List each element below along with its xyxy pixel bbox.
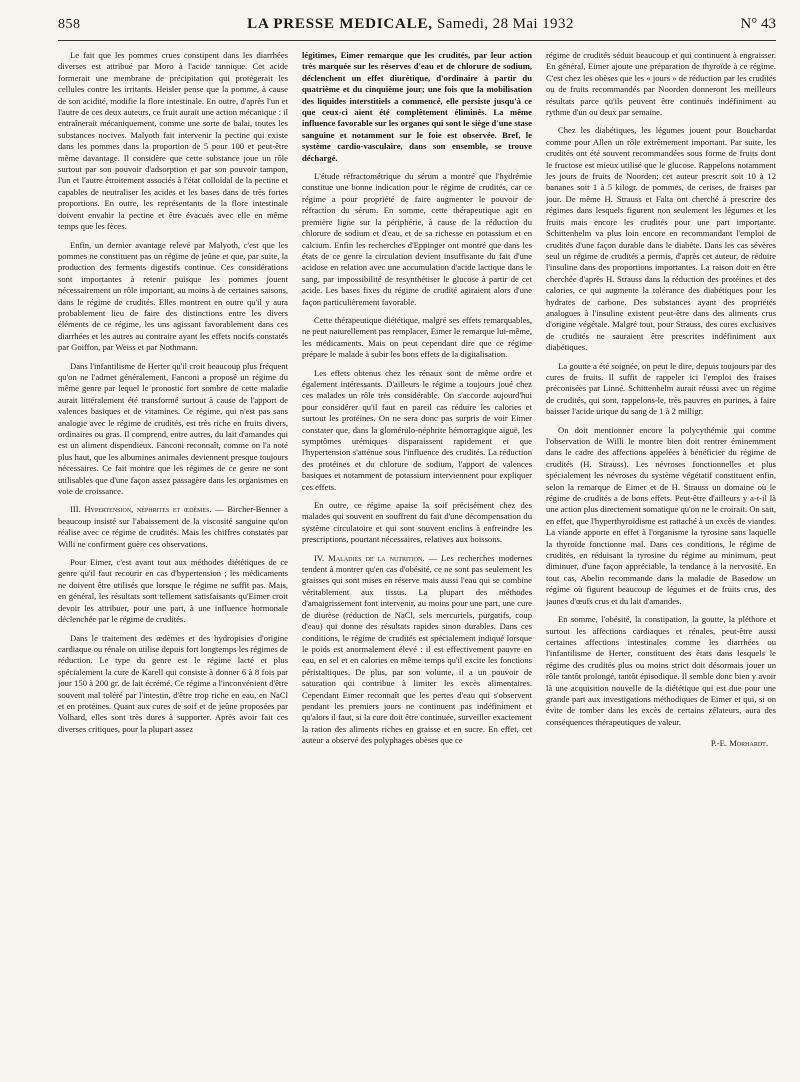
section-heading: IV. Maladies de la nutrition. bbox=[314, 552, 425, 563]
page-header bbox=[58, 16, 776, 38]
issue-date: Samedi, 28 Mai 1932 bbox=[436, 16, 574, 32]
paragraph: Les effets obtenus chez les rénaux sont de même ordre et également intéressants. D'ailleurs le régime a toujours joué chez ces malades un rôle très considérable. On s'accorde aujourd'hui pour considérer qu'il faut en pareil cas réduire les calories et surtout les protéines. On ne sera donc pas surpris de voir Eimer constater que, dans la glomérulo-néphrite hémorragique aiguë, les symptômes urémiques disparaissent rapidement et que l'hypertension s'atténue sous l'influence des crudités. La réduction des protéines et du chlorure de sodium, l'apport de valences basiques et notamment de potassium interviennent pour expliquer ces effets. bbox=[302, 367, 532, 492]
paragraph: Enfin, un dernier avantage relevé par Malyoth, c'est que les pommes ne constituent pas un régime de jeûne et que, par suite, la production des ferments digestifs continue. Ces considérations sont importantes à retenir puisque les pommes jouent nécessairement un rôle important, au moins à de certaines saisons, dans le régime de crudités. Elles montrent en outre qu'il y aura probablement lieu de faire des distinctions entre les divers éléments de ce régime, les uns agissant favorablement dans ces diarrhées et les autres au contraire ayant les effets nocifs constatés par Goiffon, par Weiss et par Nothmann. bbox=[58, 239, 288, 353]
section-paragraph bbox=[58, 504, 288, 550]
issue-number: N° 43 bbox=[740, 16, 776, 32]
paragraph: Dans le traitement des œdèmes et des hydropisies d'origine cardiaque ou rénale on utilise depuis fort longtemps les régimes de réduction. Le type du genre est le régime lacté et plus spécialement la cure de Karell qui consiste à donner 6 à 8 fois par jour 150 à 200 gr. de lait écrémé. Ce régime a l'inconvénient d'être souvent mal toléré par l'intestin, d'être trop riche en eau, en NaCl et en protéines. Quant aux cures de soif et de jeûne proposées par Volhard, elles sont très dures à supporter. Après avoir fait ces diverses critiques, pour la plupart assez bbox=[58, 632, 288, 734]
paragraph: régime de crudités séduit beaucoup et qui continuent à engraisser. En général, Eimer ajoute une préparation de thyroïde à ce régime. C'est chez les obèses que les « jours » de réduction par les crudités ou de fruits recommandés par Noorden donneront les meilleurs résultats parce qu'ils peuvent être continués indéfiniment au rythme d'un ou deux par semaine. bbox=[546, 50, 776, 118]
paragraph: Chez les diabétiques, les légumes jouent pour Bouchardat comme pour Allen un rôle extrêmement important. Par suite, les crudités ont été souvent recommandées sous forme de fruits dont le fructose est mieux utilisé que le glucose. Rappelons notamment les jours de fruits de Noorden; cet auteur prescrit soit 10 à 12 bananes soit 1 à 5 kilogr. de pommes, de cerises, de fraises par jour. De même H. Strauss et Falta ont cherché à prescrire des régimes dans lesquels figurent non seulement les légumes et les fruits mais encore les crudités pour une part importante. Schittenhelm va plus loin encore en recommandant l'emploi de crudités d'une façon durable dans le diabète. Dans les cas sévères seul un régime de crudités a permis, d'après cet auteur, de réduire l'insuline dans des proportions importantes. La raison doit en être cherchée d'après H. Strauss dans la réduction des protéines et des calories, ce qui augmente la tolérance des diabétiques pour les hydrates de carbone. Des substances ayant des propriétés analogues à l'insuline existent peut-être dans des aliments crus d'origine végétale. Malgré tout, pour Strauss, des cures exclusives de crudités ne sauraient être prescrites indéfiniment aux diabétiques. bbox=[546, 125, 776, 353]
column-3 bbox=[546, 50, 776, 1070]
paragraph: On doit mentionner encore la polycythémie qui comme l'observation de Willi le montre bien doit rentrer éminemment dans le cadre des affections appelées à bénéficier du régime de crudités (H. Strauss). Les névroses fonctionnelles et plus spécialement les névroses du système végétatif constituent enfin, selon la remarque de Eimer et de H. Strauss un domaine où le régime de crudités a de bons effets. Peut-être d'ailleurs y a-t-il là une action plus directement somatique qu'on ne le croirait. On sait, en effet, que l'hyperthyroïdisme est rattaché à un excès de viandes. La viande apporte en effet à l'organisme la tyrosine sans laquelle la thyroïde fonctionne mal. Dans ces conditions, le régime de crudités, en réduisant la tyrosine du régime au minimum, peut diminuer, d'une façon appréciable, la tendance à la nervosité. En tout cas, Abelin recommande dans la maladie de Basedow un régime où figurent beaucoup de légumes et de fruits crus, des jaunes d'œufs crus et du lait d'amandes. bbox=[546, 424, 776, 606]
paragraph: L'étude réfractométrique du sérum a montré que l'hydrémie constitue une bonne indication pour le régime de crudités, car ce régime a pour propriété de faire augmenter le pouvoir de réfraction du sérum. En somme, cette thérapeutique agit en première ligne sur la périphérie, à cause de la réduction du chlorure de sodium et d'eau, et de sa richesse en potassium et en calcium. Enfin les recherches d'Eppinger ont montré que dans les états de ce genre la circulation devient insuffisante du fait d'une acidose en relation avec une accumulation d'acide lactique dans le sang, par impossibilité de resynthétiser le glucose à partir de cet acide. Les bases fixes du régime de crudité agiraient alors d'une façon particulièrement favorable. bbox=[302, 171, 532, 307]
paragraph: Le fait que les pommes crues constipent dans les diarrhées diverses est attribué par Moro à l'acide tannique. Cet acide formerait une membrane de précipitation qui protégerait les cellules contre les irritants. Heisler pense que la pomme, à cause de son acidité, modifie la flore intestinale. En outre, d'après l'un et l'autre de ces deux auteurs, ce fruit aurait une action mécanique : il entraînerait mécaniquement, comme une sorte de balai, toutes les substances nocives. Malyoth fait intervenir la pectine qui existe dans les pommes dans la proportion de 5 pour 100 et peut-être même davantage. Il considère que cette substance joue un rôle surtout par son pouvoir d'adsorption et par son pouvoir tampon, l'un et l'autre étroitement associés à l'état colloïdal de la pectine et capables de neutraliser les acides et les bases dans de très fortes proportions. En outre, les représentants de la flore intestinale doivent envahir la pectine et être évacués avec elle en même temps que les fèces. bbox=[58, 50, 288, 232]
page-number: 858 bbox=[58, 17, 81, 32]
paragraph: Dans l'infantilisme de Herter qu'il croit beaucoup plus fréquent qu'on ne l'admet généralement, Fanconi a proposé un régime du même genre par lequel le pronostic fort sombre de cette maladie aurait littéralement été transformé surtout à cause de l'apport de valences basiques et de vitamines. Ce régime, qui n'est pas sans analogie avec le régime de crudités, est très riche en fruits divers, ordinaires ou gras. Il comprend, entre autres, du lait d'amandes qui est un aliment dispendieux. Fanconi reconnaît, comme on l'a noté plus haut, que les albumines animales deviennent presque toujours nécessaires. Ce fait montre que les régimes de ce genre ne sont utilisables que d'une façon assez passagère dans les organismes en voie de croissance. bbox=[58, 360, 288, 497]
paragraph: Pour Eimer, c'est avant tout aux méthodes diététiques de ce genre qu'il faut recourir en cas d'hypertension ; les médicaments ne doivent être utilisés que lorsque le régime ne suffit pas. Mais, en général, les résultats sont tellement satisfaisants qu'Eimer croit devoir les attribuer, pour une part, à une influence hormonale déclenchée par le régime de crudités. bbox=[58, 557, 288, 625]
header-rule bbox=[58, 40, 776, 41]
paragraph: En outre, ce régime apaise la soif précisément chez des malades qui souvent en souffrent du fait d'une décompensation du système circulatoire et qui sont souvent enclins à enfreindre les prescriptions, pourtant nécessaires, relatives aux boissons. bbox=[302, 500, 532, 545]
paragraph: Cette thérapeutique diététique, malgré ses effets remarquables, ne peut naturellement pas remplacer, Eimer le remarque lui-même, les médicaments. Mais on peut cependant dire que ce régime prépare le malade à subir les bons effets de la digitalisation. bbox=[302, 314, 532, 360]
section-heading: III. Hypertension, néphrites et œdèmes. bbox=[70, 504, 212, 515]
running-title bbox=[247, 16, 574, 33]
paragraph: La goutte a été soignée, on peut le dire, depuis toujours par des cures de fruits. Il suffit de rappeler ici l'emploi des fraises préconisées par Linné. Schittenhelm aurait réussi avec un régime de crudités, qui sont, rappelons-le, très pauvres en purines, à faire baisser l'acide urique du sang de 1 à 2 milligr. bbox=[546, 360, 776, 417]
author-signature: P.-E. Morhardt. bbox=[710, 738, 768, 749]
section-paragraph bbox=[302, 553, 532, 747]
paragraph: légitimes, Eimer remarque que les crudités, par leur action très marquée sur les réserves d'eau et de chlorure de sodium, déclenchent un effet diurétique, d'ordinaire à partir du quatrième et du cinquième jour; une fois que la mobilisation des liquides interstitiels a commencé, elle persiste jusqu'à ce que ceux-ci aient été complètement éliminés. La même influence favorable sur les organes qui sont le siège d'une stase sanguine et notamment sur le foie est observée. Bref, le système cardio-vasculaire, dans son ensemble, se trouve déchargé. bbox=[302, 50, 532, 163]
section-text: — Les recherches modernes tendent à montrer qu'en cas d'obésité, ce ne sont pas seulement les graisses qui sont mises en réserve mais aussi l'eau qui se combine véritablement aux tissus. La plupart des méthodes d'amaigrissement font intervenir, au moins pour une part, une cure de diurèse (réduction de NaCl, sels mercuriels, purgatifs, coup d'eau) qui donne des résultats rapides sinon durables. Dans ces conditions, le régime de crudités est spécialement indiqué lorsque le poids est anormalement élevé : il est effectivement pauvre en eau, en sel et en calories en même temps qu'il excite les fonctions péristaltiques. De plus, par son volume, il a un pouvoir de saturation qui contribue à limiter les excès alimentaires. Cependant Eimer reconnaît que les pertes d'eau qui s'observent pendant les premiers jours ne continuent pas indéfiniment et qu'alors il faut, si la cure doit être continuée, surveiller exactement la ration des aliments riches en graisse et en sucre. En effet, cet auteur a observé des polyphages obèses que ce bbox=[302, 552, 532, 746]
section-text: — Bircher-Benner a beaucoup insisté sur l'abaissement de la viscosité sanguine qu'on réalise avec ce régime de crudités. Mais les chiffres constatés par Willi ne confirment guère ces observations. bbox=[58, 504, 288, 549]
publication-name: LA PRESSE MEDICALE, bbox=[247, 16, 433, 32]
column-2 bbox=[302, 50, 532, 1070]
paragraph: En somme, l'obésité, la constipation, la goutte, la pléthore et surtout les affections cardiaques et rénales, peut-être aussi certaines affections intestinales comme les diarrhées ou l'infantilisme de Herter, constituent des états dans lesquels le régime des crudités plus ou moins strict doit désormais jouer un rôle tantôt prolongé, tantôt épisodique. Il semble donc bien y avoir là une acquisition nouvelle de la diététique qui est due pour une grande part aux investigations méthodiques de Eimer et qui, si on évite de tomber dans les excès de certains zélateurs, aura des conséquences thérapeutiques de valeur. bbox=[546, 614, 776, 727]
column-1 bbox=[58, 50, 288, 1070]
article-body bbox=[58, 50, 776, 1070]
